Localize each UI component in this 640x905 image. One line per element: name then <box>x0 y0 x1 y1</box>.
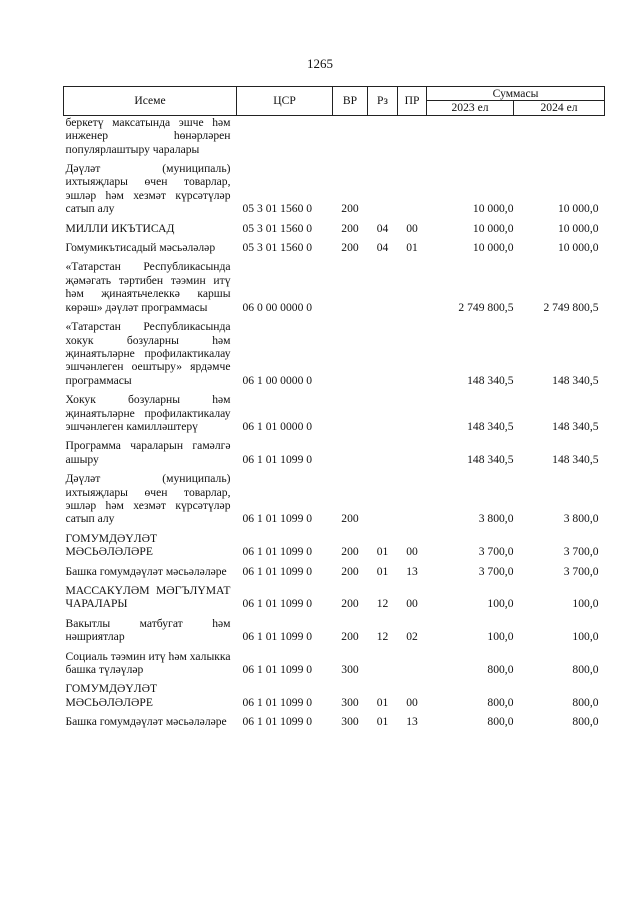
row-amount-2024: 100,0 <box>572 597 599 611</box>
row-csr: 06 1 01 1099 0 <box>242 663 313 677</box>
row-vr: 200 <box>341 221 359 235</box>
row-csr: 06 1 01 1099 0 <box>242 695 313 709</box>
table-row <box>64 467 605 527</box>
row-name: беркетү максатында эшче һәм инженер һөнәрләрен популярлаштыру чаралары <box>65 115 231 156</box>
row-amount-2023: 3 700,0 <box>478 545 514 559</box>
table-row <box>64 434 605 467</box>
table-row <box>64 388 605 434</box>
row-vr: 200 <box>341 545 359 559</box>
row-csr: 06 1 01 1099 0 <box>242 545 313 559</box>
row-amount-2024: 3 800,0 <box>563 512 599 526</box>
table-row <box>64 315 605 388</box>
row-amount-2023: 100,0 <box>487 630 514 644</box>
row-amount-2024: 148 340,5 <box>552 419 599 433</box>
row-rz <box>368 157 398 217</box>
row-pr: 00 <box>406 597 418 611</box>
row-name: МИЛЛИ ИКЪТИСАД <box>65 221 175 235</box>
row-vr: 200 <box>341 512 359 526</box>
table-row <box>64 115 605 157</box>
header-sums: Суммасы <box>427 87 605 101</box>
row-pr <box>398 255 427 315</box>
row-name: Программа чараларын гамәлгә ашыру <box>65 439 231 466</box>
row-amount-2023: 148 340,5 <box>467 452 514 466</box>
row-amount-2023: 3 800,0 <box>478 512 514 526</box>
row-amount-2024: 148 340,5 <box>552 373 599 387</box>
row-csr: 06 1 01 1099 0 <box>242 564 313 578</box>
table-row <box>64 645 605 678</box>
row-amount-2024: 148 340,5 <box>552 452 599 466</box>
row-amount-2023: 800,0 <box>487 663 514 677</box>
table-body <box>64 115 605 729</box>
row-pr: 01 <box>406 241 418 255</box>
row-vr: 300 <box>341 695 359 709</box>
row-csr: 06 1 01 1099 0 <box>242 452 313 466</box>
row-rz: 12 <box>376 630 389 644</box>
row-vr: 200 <box>341 241 359 255</box>
row-name: ГОМУМДӘҮЛӘТ МӘСЬӘЛӘЛӘРЕ <box>65 531 158 559</box>
row-pr <box>398 434 427 467</box>
row-pr <box>398 467 427 527</box>
row-csr: 06 1 01 1099 0 <box>242 597 313 611</box>
row-rz: 04 <box>376 241 389 255</box>
row-csr: 06 1 01 1099 0 <box>242 715 313 729</box>
row-pr: 00 <box>406 221 418 235</box>
row-rz: 01 <box>376 545 389 559</box>
row-vr: 300 <box>341 663 359 677</box>
budget-table <box>63 86 605 730</box>
row-amount-2024: 800,0 <box>572 695 599 709</box>
row-csr: 06 1 01 1099 0 <box>242 630 313 644</box>
row-pr <box>398 645 427 678</box>
row-pr: 13 <box>406 564 418 578</box>
row-rz <box>368 315 398 388</box>
row-amount-2024: 3 700,0 <box>563 564 599 578</box>
page-number: 1265 <box>307 56 333 71</box>
table-row <box>64 579 605 612</box>
row-amount-2024: 10 000,0 <box>557 221 599 235</box>
row-amount-2023: 2 749 800,5 <box>458 300 514 314</box>
row-rz: 01 <box>376 695 389 709</box>
row-name: Социаль тәэмин итү һәм халыкка башка түләүләр <box>65 649 231 677</box>
row-amount-2024: 800,0 <box>572 715 599 729</box>
row-name: ГОМУМДӘҮЛӘТ МӘСЬӘЛӘЛӘРЕ <box>65 682 158 709</box>
row-rz <box>368 388 398 434</box>
header-pr: ПР <box>398 87 427 116</box>
row-csr: 06 1 01 0000 0 <box>242 419 313 433</box>
row-csr <box>237 115 333 157</box>
table-row <box>64 255 605 315</box>
row-amount-2023: 800,0 <box>487 695 514 709</box>
row-vr: 200 <box>341 564 359 578</box>
row-rz: 01 <box>376 715 389 729</box>
row-name: Дәүләт (муниципаль) ихтыяҗлары өчен товарлар, эшләр һәм хезмәт күрсәтүләр сатып алу <box>65 162 231 216</box>
row-amount-2024 <box>514 115 605 157</box>
row-pr: 00 <box>406 545 418 559</box>
row-amount-2024: 10 000,0 <box>557 241 599 255</box>
row-amount-2024: 100,0 <box>572 630 599 644</box>
row-pr <box>398 115 427 157</box>
row-rz <box>368 255 398 315</box>
row-vr <box>333 315 368 388</box>
header-vr: ВР <box>333 87 368 116</box>
table-row <box>64 236 605 255</box>
row-amount-2024: 10 000,0 <box>557 202 599 216</box>
row-amount-2023: 10 000,0 <box>472 202 514 216</box>
row-rz <box>368 434 398 467</box>
row-name: Башка гомумдәүләт мәсьәләләре <box>65 564 227 578</box>
row-pr <box>398 315 427 388</box>
row-vr: 200 <box>341 202 359 216</box>
row-name: Хокук бозуларны һәм җинаятьләрне профилактикалау эшчәнлеген камилләштерү <box>65 393 231 433</box>
row-pr: 00 <box>406 695 418 709</box>
table-row <box>64 677 605 710</box>
row-name: «Татарстан Республикасында җәмәгать тәртибен тәэмин итү һәм җинаятьчелеккә каршы көрәш» дәүләт программасы <box>65 260 231 314</box>
row-name: Вакытлы матбугат һәм нәшриятлар <box>65 616 231 644</box>
row-vr: 200 <box>341 630 359 644</box>
row-rz <box>368 467 398 527</box>
row-pr <box>398 157 427 217</box>
row-pr <box>398 388 427 434</box>
header-csr: ЦСР <box>237 87 333 116</box>
row-name: МАССАКҮЛӘМ МӘГЪЛҮМАТ ЧАРАЛАРЫ <box>65 584 231 611</box>
header-year-2024: 2024 ел <box>514 101 605 115</box>
row-csr: 06 1 01 1099 0 <box>242 512 313 526</box>
row-rz <box>368 115 398 157</box>
row-vr <box>333 255 368 315</box>
table-header <box>64 87 605 116</box>
row-vr: 300 <box>341 715 359 729</box>
row-csr: 06 1 00 0000 0 <box>242 373 313 387</box>
row-name: «Татарстан Республикасында хокук бозуларны һәм җинаятьләрне профилактикалау эшчәнлеген оештыру» ярдәмче программасы <box>65 320 231 387</box>
table-row <box>64 527 605 560</box>
table-row <box>64 217 605 236</box>
row-amount-2023: 800,0 <box>487 715 514 729</box>
table-row <box>64 710 605 729</box>
row-name: Башка гомумдәүләт мәсьәләләре <box>65 715 227 729</box>
row-rz: 04 <box>376 221 389 235</box>
header-year-2023: 2023 ел <box>427 101 514 115</box>
row-vr <box>333 434 368 467</box>
row-amount-2023: 148 340,5 <box>467 419 514 433</box>
row-csr: 05 3 01 1560 0 <box>242 241 313 255</box>
row-rz <box>368 645 398 678</box>
row-amount-2023: 10 000,0 <box>472 221 514 235</box>
row-vr <box>333 388 368 434</box>
row-amount-2023 <box>427 115 514 157</box>
row-amount-2024: 3 700,0 <box>563 545 599 559</box>
row-pr: 13 <box>406 715 418 729</box>
row-amount-2023: 3 700,0 <box>478 564 514 578</box>
row-rz: 12 <box>376 597 389 611</box>
row-amount-2024: 800,0 <box>572 663 599 677</box>
row-csr: 05 3 01 1560 0 <box>242 221 313 235</box>
row-vr: 200 <box>341 597 359 611</box>
row-pr: 02 <box>406 630 418 644</box>
row-name: Гомумикътисадый мәсьәләләр <box>65 241 216 255</box>
row-amount-2023: 10 000,0 <box>472 241 514 255</box>
row-amount-2023: 100,0 <box>487 597 514 611</box>
row-name: Дәүләт (муниципаль) ихтыяҗлары өчен товарлар, эшләр һәм хезмәт күрсәтүләр сатып алу <box>65 472 231 526</box>
row-csr: 05 3 01 1560 0 <box>242 202 313 216</box>
row-vr <box>333 115 368 157</box>
table-row <box>64 157 605 217</box>
row-amount-2024: 2 749 800,5 <box>543 300 599 314</box>
table-row <box>64 612 605 645</box>
header-rz: Рз <box>368 87 398 116</box>
table-row <box>64 560 605 579</box>
header-name: Исеме <box>64 87 237 116</box>
row-rz: 01 <box>376 564 389 578</box>
row-csr: 06 0 00 0000 0 <box>242 300 313 314</box>
row-amount-2023: 148 340,5 <box>467 373 514 387</box>
